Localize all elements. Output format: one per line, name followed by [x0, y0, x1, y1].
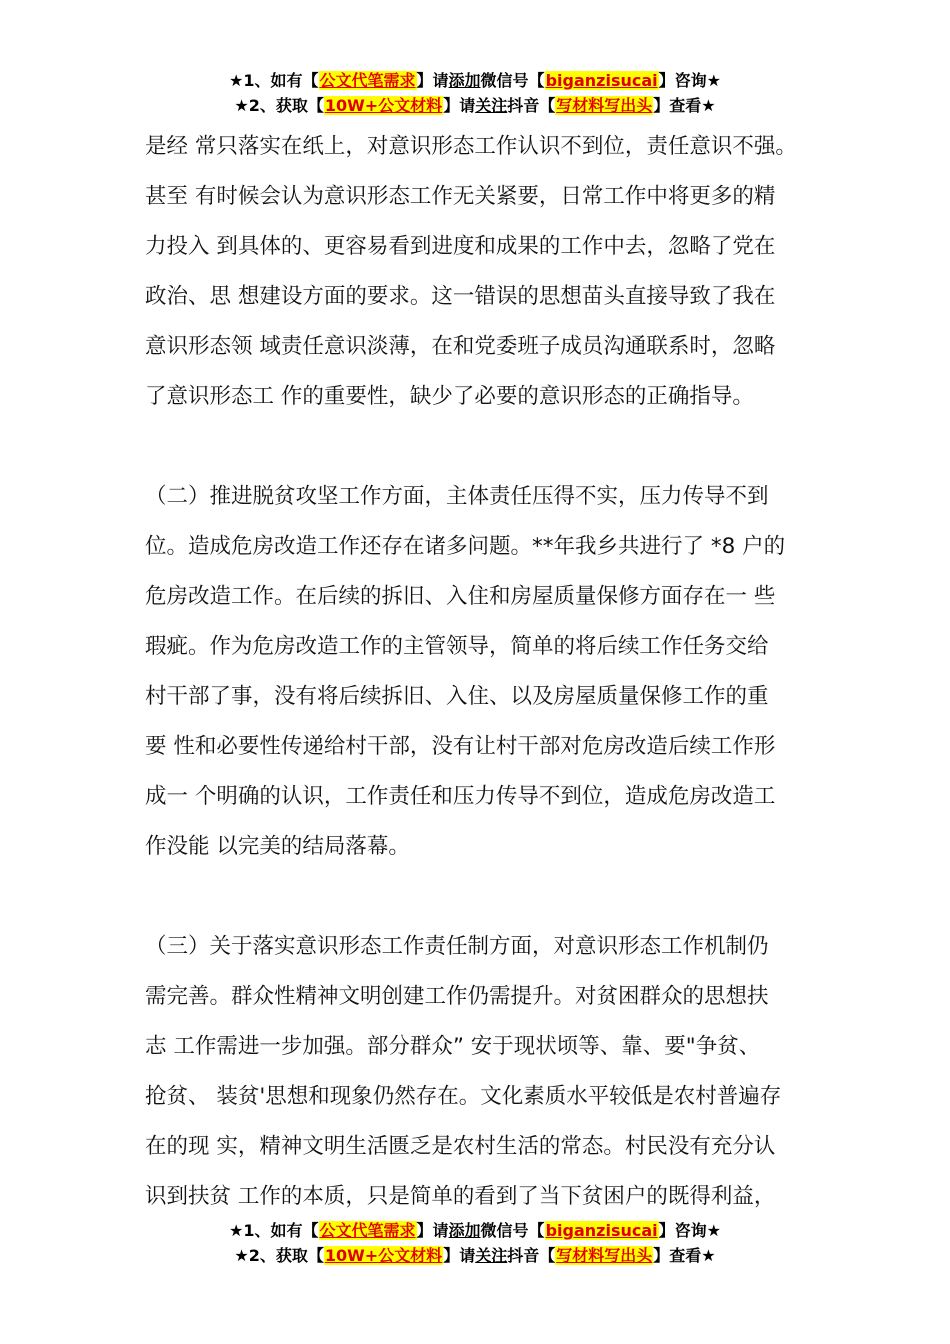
banner-text: 微信号【 — [480, 1221, 545, 1240]
banner-highlight: 公文代笔需求 — [319, 1221, 416, 1240]
text-line: 位。造成危房改造工作还存在诸多问题。**年我乡共进行了 *8 户的 — [145, 534, 786, 559]
banner-text: 微信号【 — [480, 71, 545, 90]
text-line: 志 工作需进一步加强。部分群众” 安于现状顷等、靠、要"争贫、 — [145, 1034, 761, 1059]
text-line: 甚至 有时候会认为意识形态工作无关紧要，日常工作中将更多的精 — [145, 184, 776, 209]
banner-highlight: 写材料写出头 — [556, 1246, 653, 1265]
banner-underlined-text: 关注 — [475, 96, 508, 115]
banner-highlight: 写材料写出头 — [556, 96, 653, 115]
text-line: 意识形态领 域责任意识淡薄，在和党委班子成员沟通联系时，忽略 — [145, 334, 776, 359]
text-line: （三）关于落实意识形态工作责任制方面，对意识形态工作机制仍 — [145, 934, 769, 959]
banner-text: ★2、获取【 — [234, 1246, 324, 1265]
banner-highlight: biganzisucai — [545, 1221, 658, 1240]
paragraph — [145, 122, 825, 422]
banner-text: 】咨询★ — [658, 71, 721, 90]
banner-underlined-text: 关注 — [475, 1246, 508, 1265]
banner-text: ★2、获取【 — [234, 96, 324, 115]
banner-line-2 — [0, 93, 950, 118]
text-line: 需完善。群众性精神文明创建工作仍需提升。对贫困群众的思想扶 — [145, 984, 769, 1009]
banner-highlight: 10W+公文材料 — [324, 96, 443, 115]
text-line: 是经 常只落实在纸上，对意识形态工作认识不到位，责任意识不强。 — [145, 134, 797, 159]
banner-text: ★1、如有【 — [229, 71, 319, 90]
text-line: 政治、思 想建设方面的要求。这一错误的思想苗头直接导致了我在 — [145, 284, 776, 309]
text-line: 瑕疵。作为危房改造工作的主管领导，简单的将后续工作任务交给 — [145, 634, 769, 659]
paragraph — [145, 472, 825, 872]
text-line: 力投入 到具体的、更容易看到进度和成果的工作中去，忽略了党在 — [145, 234, 776, 259]
text-line: 村干部了事，没有将后续拆旧、入住、以及房屋质量保修工作的重 — [145, 684, 769, 709]
document-body — [145, 122, 825, 1222]
banner-text: 】咨询★ — [658, 1221, 721, 1240]
banner-text: 】请 — [416, 1221, 449, 1240]
banner-text: 】请 — [443, 1246, 476, 1265]
header-banner — [0, 68, 950, 118]
text-line: 成一 个明确的认识，工作责任和压力传导不到位，造成危房改造工 — [145, 784, 776, 809]
text-line: 抢贫、 装贫'思想和现象仍然存在。文化素质水平较低是农村普遍存 — [145, 1084, 782, 1109]
text-line: 了意识形态工 作的重要性，缺少了必要的意识形态的正确指导。 — [145, 384, 754, 409]
paragraph-spacer — [145, 872, 825, 922]
banner-underlined-text: 添加 — [448, 71, 481, 90]
text-line: 要 性和必要性传递给村干部，没有让村干部对危房改造后续工作形 — [145, 734, 776, 759]
banner-underlined-text: 添加 — [448, 1221, 481, 1240]
banner-text: 】查看★ — [653, 96, 716, 115]
paragraph — [145, 922, 825, 1222]
text-line: 危房改造工作。在后续的拆旧、入住和房屋质量保修方面存在一 些 — [145, 584, 776, 609]
banner-text: 抖音【 — [507, 1246, 556, 1265]
text-line: 作没能 以完美的结局落幕。 — [145, 834, 410, 859]
banner-text: ★1、如有【 — [229, 1221, 319, 1240]
footer-banner — [0, 1218, 950, 1268]
text-line: 识到扶贫 工作的本质，只是简单的看到了当下贫困户的既得利益， — [145, 1184, 776, 1209]
banner-line-2 — [0, 1243, 950, 1268]
text-line: 在的现 实，精神文明生活匮乏是农村生活的常态。村民没有充分认 — [145, 1134, 776, 1159]
text-line: （二）推进脱贫攻坚工作方面，主体责任压得不实，压力传导不到 — [145, 484, 769, 509]
banner-highlight: 10W+公文材料 — [324, 1246, 443, 1265]
banner-text: 抖音【 — [507, 96, 556, 115]
banner-highlight: biganzisucai — [545, 71, 658, 90]
banner-text: 】请 — [416, 71, 449, 90]
banner-text: 】请 — [443, 96, 476, 115]
banner-text: 】查看★ — [653, 1246, 716, 1265]
banner-line-1 — [0, 68, 950, 93]
banner-highlight: 公文代笔需求 — [319, 71, 416, 90]
paragraph-spacer — [145, 422, 825, 472]
banner-line-1 — [0, 1218, 950, 1243]
